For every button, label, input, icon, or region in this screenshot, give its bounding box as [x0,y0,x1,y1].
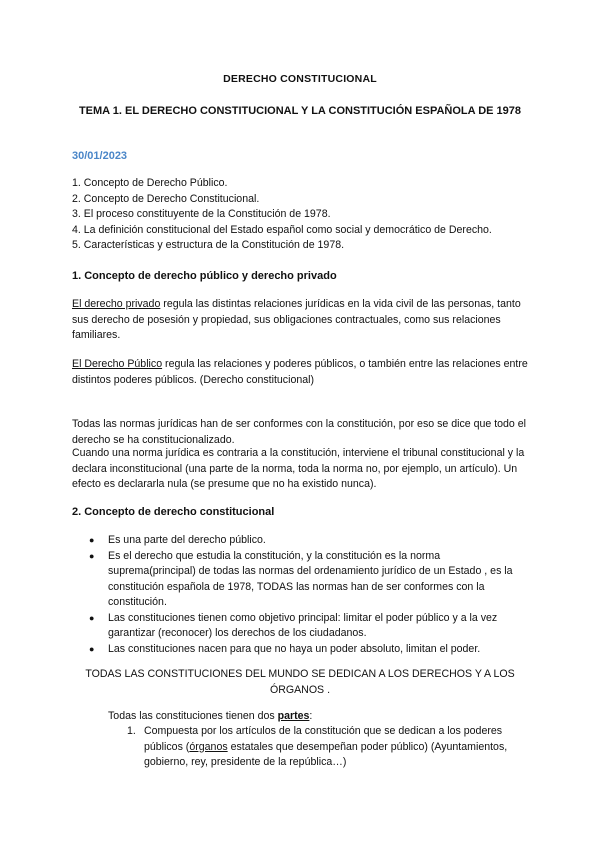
bullet-item: ● Es una parte del derecho público. [108,533,528,549]
parts-list [90,724,528,771]
section2-bullets [72,533,528,657]
index-item: 1. Concepto de Derecho Público. [72,177,228,189]
private-law-paragraph [72,297,528,344]
topic-title: TEMA 1. EL DERECHO CONSTITUCIONAL Y LA CONSTITUCIÓN ESPAÑOLA DE 1978 [78,105,522,117]
date: 30/01/2023 [72,150,128,162]
section1-heading: 1. Concepto de derecho público y derecho privado [72,270,337,282]
public-law-text: regula las relaciones y poderes públicos, o también entre las relaciones entre distintos poderes públicos. (Derecho constitucional) [72,358,528,386]
index-item: 4. La definición constitucional del Estado español como social y democrático de Derecho. [72,223,492,236]
parts-intro-text: Todas las constituciones tienen dos [108,710,278,722]
course-title: DERECHO CONSTITUCIONAL [223,73,377,85]
public-law-term: El Derecho Público [72,358,163,370]
section2-heading: 2. Concepto de derecho constitucional [72,506,275,518]
parts-intro [108,709,528,725]
bullet-item: ● Las constituciones tienen como objetivo principal: limitar el poder público y a la vez garantizar (reconocer) los derechos de los ciudadanos. [108,611,528,642]
unconstitutional-paragraph: Cuando una norma jurídica es contraria a la constitución, interviene el tribunal constitucional y la declara inconstitucional (una parte de la norma, toda la norma no, por ejemplo, un artículo). Un efecto es declararla nula (se presume que no ha existido nunca). [72,447,525,490]
bullet-item: ● Las constituciones nacen para que no haya un poder absoluto, limitan el poder. [108,642,528,658]
caps-note: TODAS LAS CONSTITUCIONES DEL MUNDO SE DEDICAN A LOS DERECHOS Y A LOS ÓRGANOS . [85,668,515,696]
constitutionalized-paragraph: Todas las normas jurídicas han de ser conformes con la constitución, por eso se dice que todo el derecho se ha constitucionalizado. [72,418,527,446]
part-item [144,724,528,771]
part1-text-a: Compuesta por los artículos de la constitución que se dedican a los poderes públicos ( [144,725,503,753]
private-law-term: El derecho privado [72,298,161,310]
public-law-paragraph [72,357,528,388]
parts-colon: : [309,710,313,722]
index-item: 3. El proceso constituyente de la Constitución de 1978. [72,208,331,220]
parts-word: partes [277,710,310,722]
index-item: 2. Concepto de Derecho Constitucional. [72,192,260,205]
part1-text-b: estatales que desempeñan poder público) (Ayuntamientos, gobierno, rey, presidente de la república…) [144,740,508,768]
part1-term: órganos [189,740,228,753]
private-law-text: regula las distintas relaciones jurídicas en la vida civil de las personas, tanto sus derecho de posesión y propiedad, sus obligaciones contractuales, como sus relaciones familiares. [72,298,521,341]
index-item: 5. Características y estructura de la Constitución de 1978. [72,239,345,251]
topic-index [72,176,528,254]
bullet-item: ● Es el derecho que estudia la constitución, y la constitución es la norma suprema(principal) de todas las normas del ordenamiento jurídico de un Estado , es la constitución española de 1978, TODAS las normas han de ser conformes con la constitución. [108,549,528,611]
